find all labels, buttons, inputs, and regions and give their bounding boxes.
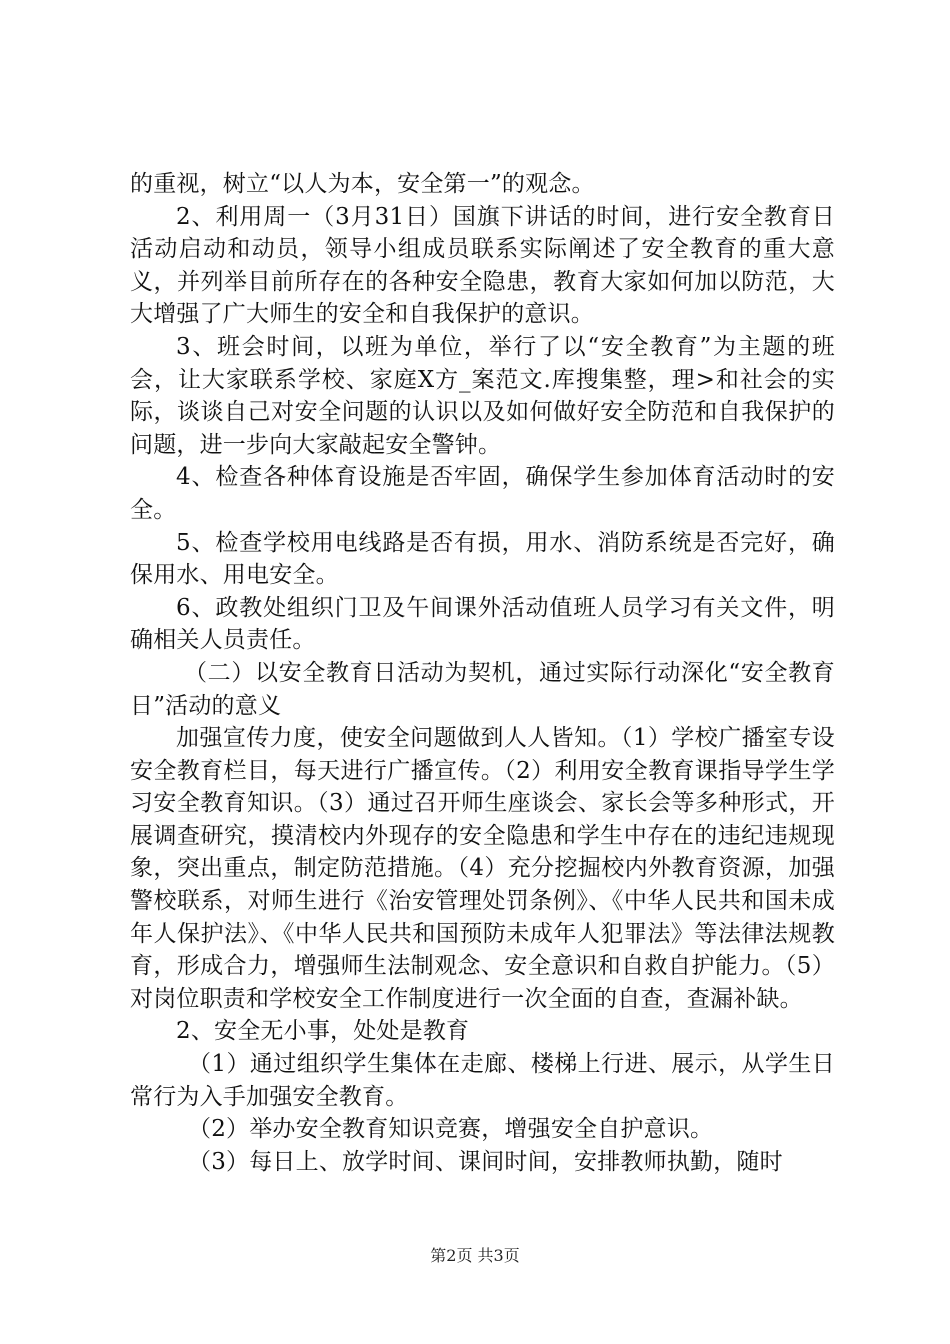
paragraph-item-5: 5、检查学校用电线路是否有损，用水、消防系统是否完好，确保用水、用电安全。: [130, 529, 835, 589]
subheading-safety-education: 2、安全无小事，处处是教育: [176, 1018, 470, 1045]
document-body: [130, 168, 835, 1178]
list-item-1: （1）通过组织学生集体在走廊、楼梯上行进、展示，从学生日常行为入手加强安全教育。: [130, 1051, 835, 1110]
page-number-footer: 第2页 共3页: [430, 1246, 520, 1265]
list-item-3: （3）每日上、放学时间、课间时间，安排教师执勤，随时: [188, 1148, 783, 1175]
list-item-2: （2）举办安全教育知识竞赛，增强安全自护意识。: [188, 1116, 714, 1143]
paragraph-publicity: 加强宣传力度，使安全问题做到人人皆知。（1）学校广播室专设安全教育栏目，每天进行广播宣传。（2）利用安全教育课指导学生学习安全教育知识。（3）通过召开师生座谈会、家长会等多种形式，开展调查研究，摸清校内外现存的安全隐患和学生中存在的违纪违规现象，突出重点，制定防范措施。（4）充分挖掘校内外教育资源，加强警校联系，对师生进行《治安管理处罚条例》、《中华人民共和国未成年人保护法》、《中华人民共和国预防未成年人犯罪法》等法律法规教育，形成合力，增强师生法制观念、安全意识和自救自护能力。（5）对岗位职责和学校安全工作制度进行一次全面的自查，查漏补缺。: [130, 725, 835, 1012]
paragraph-continuation: 的重视，树立“以人为本，安全第一”的观念。: [130, 171, 595, 197]
paragraph-item-3: 3、班会时间，以班为单位，举行了以“安全教育”为主题的班会，让大家联系学校、家庭X方_案范文.库搜集整，理>和社会的实际，谈谈自己对安全问题的认识以及如何做好安全防范和自我保护的问题，进一步向大家敲起安全警钟。: [130, 333, 835, 458]
section-heading-2: （二）以安全教育日活动为契机，通过实际行动深化“安全教育日”活动的意义: [130, 659, 835, 719]
paragraph-item-2: 2、利用周一（3月31日）国旗下讲话的时间，进行安全教育日活动启动和动员，领导小组成员联系实际阐述了安全教育的重大意义，并列举目前所存在的各种安全隐患，教育大家如何加以防范，大大增强了广大师生的安全和自我保护的意识。: [130, 203, 835, 328]
paragraph-item-4: 4、检查各种体育设施是否牢固，确保学生参加体育活动时的安全。: [130, 464, 835, 523]
paragraph-item-6: 6、政教处组织门卫及午间课外活动值班人员学习有关文件，明确相关人员责任。: [130, 594, 835, 654]
